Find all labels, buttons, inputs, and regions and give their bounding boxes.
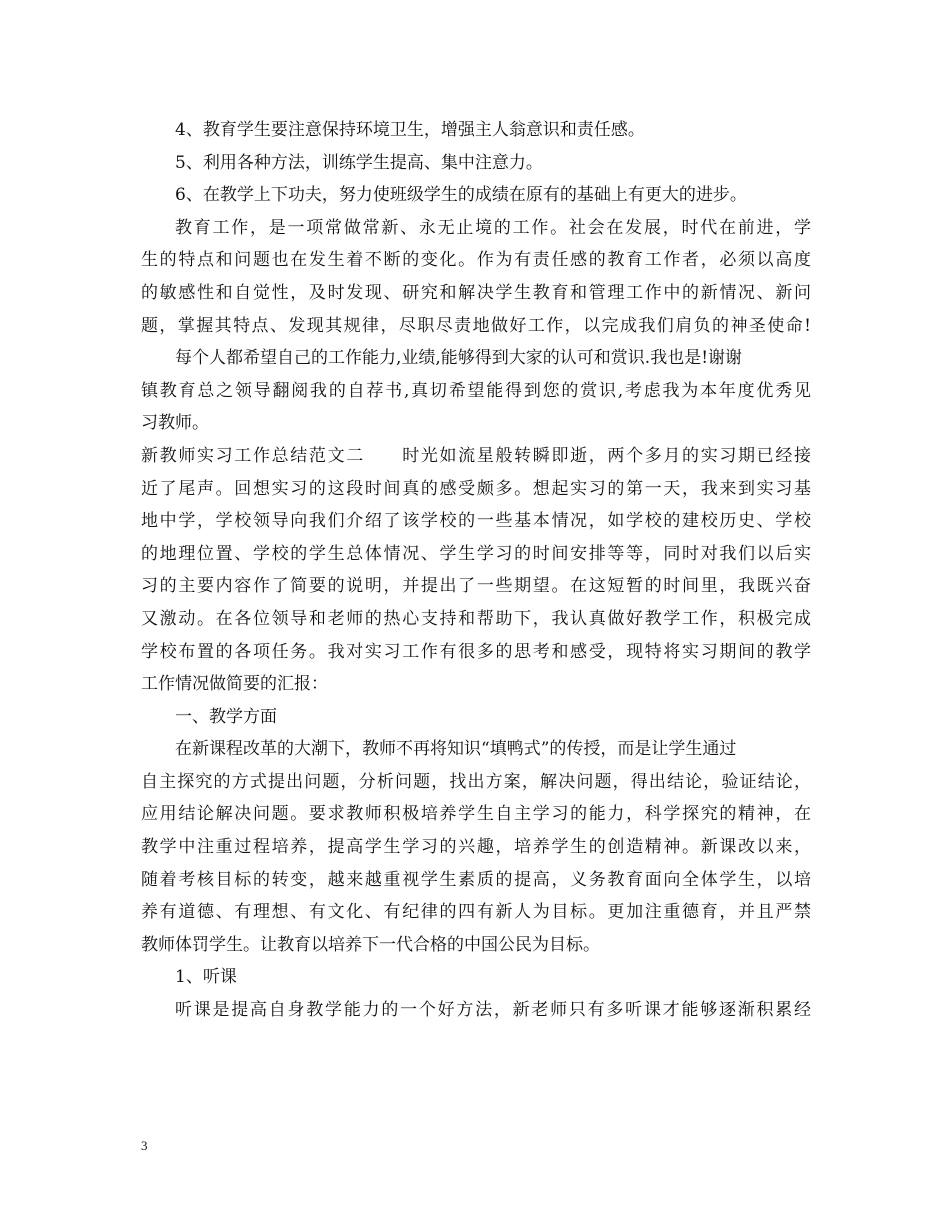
text-line: 教育工作，是一项常做常新、永无止境的工作。社会在发展，时代在前进，学 <box>175 217 813 238</box>
text-line: 又激动。在各位领导和老师的热心支持和帮助下，我认真做好教学工作，积极完成 <box>141 608 813 629</box>
text-line: 的敏感性和自觉性，及时发现、研究和解决学生教育和管理工作中的新情况、新问 <box>141 282 813 303</box>
text-line: 工作情况做简要的汇报： <box>141 674 328 695</box>
text-line: 随着考核目标的转变，越来越重视学生素质的提高，义务教育面向全体学生，以培 <box>141 869 813 890</box>
text-line: 1、听课 <box>175 967 237 988</box>
text-line: 习的主要内容作了简要的说明，并提出了一些期望。在这短暂的时间里，我既兴奋 <box>141 576 813 597</box>
text-line: 在新课程改革的大潮下，教师不再将知识“填鸭式”的传授，而是让学生通过 <box>175 739 737 760</box>
text-line: 6、在教学上下功夫，努力使班级学生的成绩在原有的基础上有更大的进步。 <box>175 185 747 206</box>
text-line: 教师体罚学生。让教育以培养下一代合格的中国公民为目标。 <box>141 934 600 955</box>
text-line: 地中学，学校领导向我们介绍了该学校的一些基本情况，如学校的建校历史、学校 <box>141 511 813 532</box>
text-line: 的地理位置、学校的学生总体情况、学生学习的时间安排等等，同时对我们以后实 <box>141 543 813 564</box>
text-line: 近了尾声。回想实习的这段时间真的感受颇多。想起实习的第一天，我来到实习基 <box>141 478 813 499</box>
text-line: 教学中注重过程培养，提高学生学习的兴趣，培养学生的创造精神。新课改以来， <box>141 837 813 858</box>
text-line: 养有道德、有理想、有文化、有纪律的四有新人为目标。更加注重德育，并且严禁 <box>141 902 813 923</box>
text-line: 题，掌握其特点、发现其规律，尽职尽责地做好工作，以完成我们肩负的神圣使命! <box>141 315 813 336</box>
text-line: 镇教育总之领导翻阅我的自荐书,真切希望能得到您的赏识,考虑我为本年度优秀见 <box>141 380 813 401</box>
text-line: 应用结论解决问题。要求教师积极培养学生自主学习的能力，科学探究的精神，在 <box>141 804 813 825</box>
text-line: 5、利用各种方法，训练学生提高、集中注意力。 <box>175 152 543 173</box>
text-line: 自主探究的方式提出问题，分析问题，找出方案，解决问题，得出结论，验证结论， <box>141 771 813 792</box>
page-number: 3 <box>141 1138 148 1153</box>
text-line: 4、教育学生要注意保持环境卫生，增强主人翁意识和责任感。 <box>175 120 645 140</box>
text-line: 学校布置的各项任务。我对实习工作有很多的思考和感受，现特将实习期间的教学 <box>141 641 813 662</box>
text-line: 新教师实习工作总结范文二 时光如流星般转瞬即逝，两个多月的实习期已经接 <box>141 445 813 466</box>
text-line: 习教师。 <box>141 413 209 434</box>
text-line: 听课是提高自身教学能力的一个好方法，新老师只有多听课才能够逐渐积累经 <box>175 1000 813 1021</box>
text-line: 一、教学方面 <box>175 706 277 727</box>
text-line: 生的特点和问题也在发生着不断的变化。作为有责任感的教育工作者，必须以高度 <box>141 250 813 271</box>
text-line: 每个人都希望自己的工作能力,业绩,能够得到大家的认可和赏识.我也是!谢谢 <box>175 348 743 369</box>
body-text <box>141 114 811 1027</box>
